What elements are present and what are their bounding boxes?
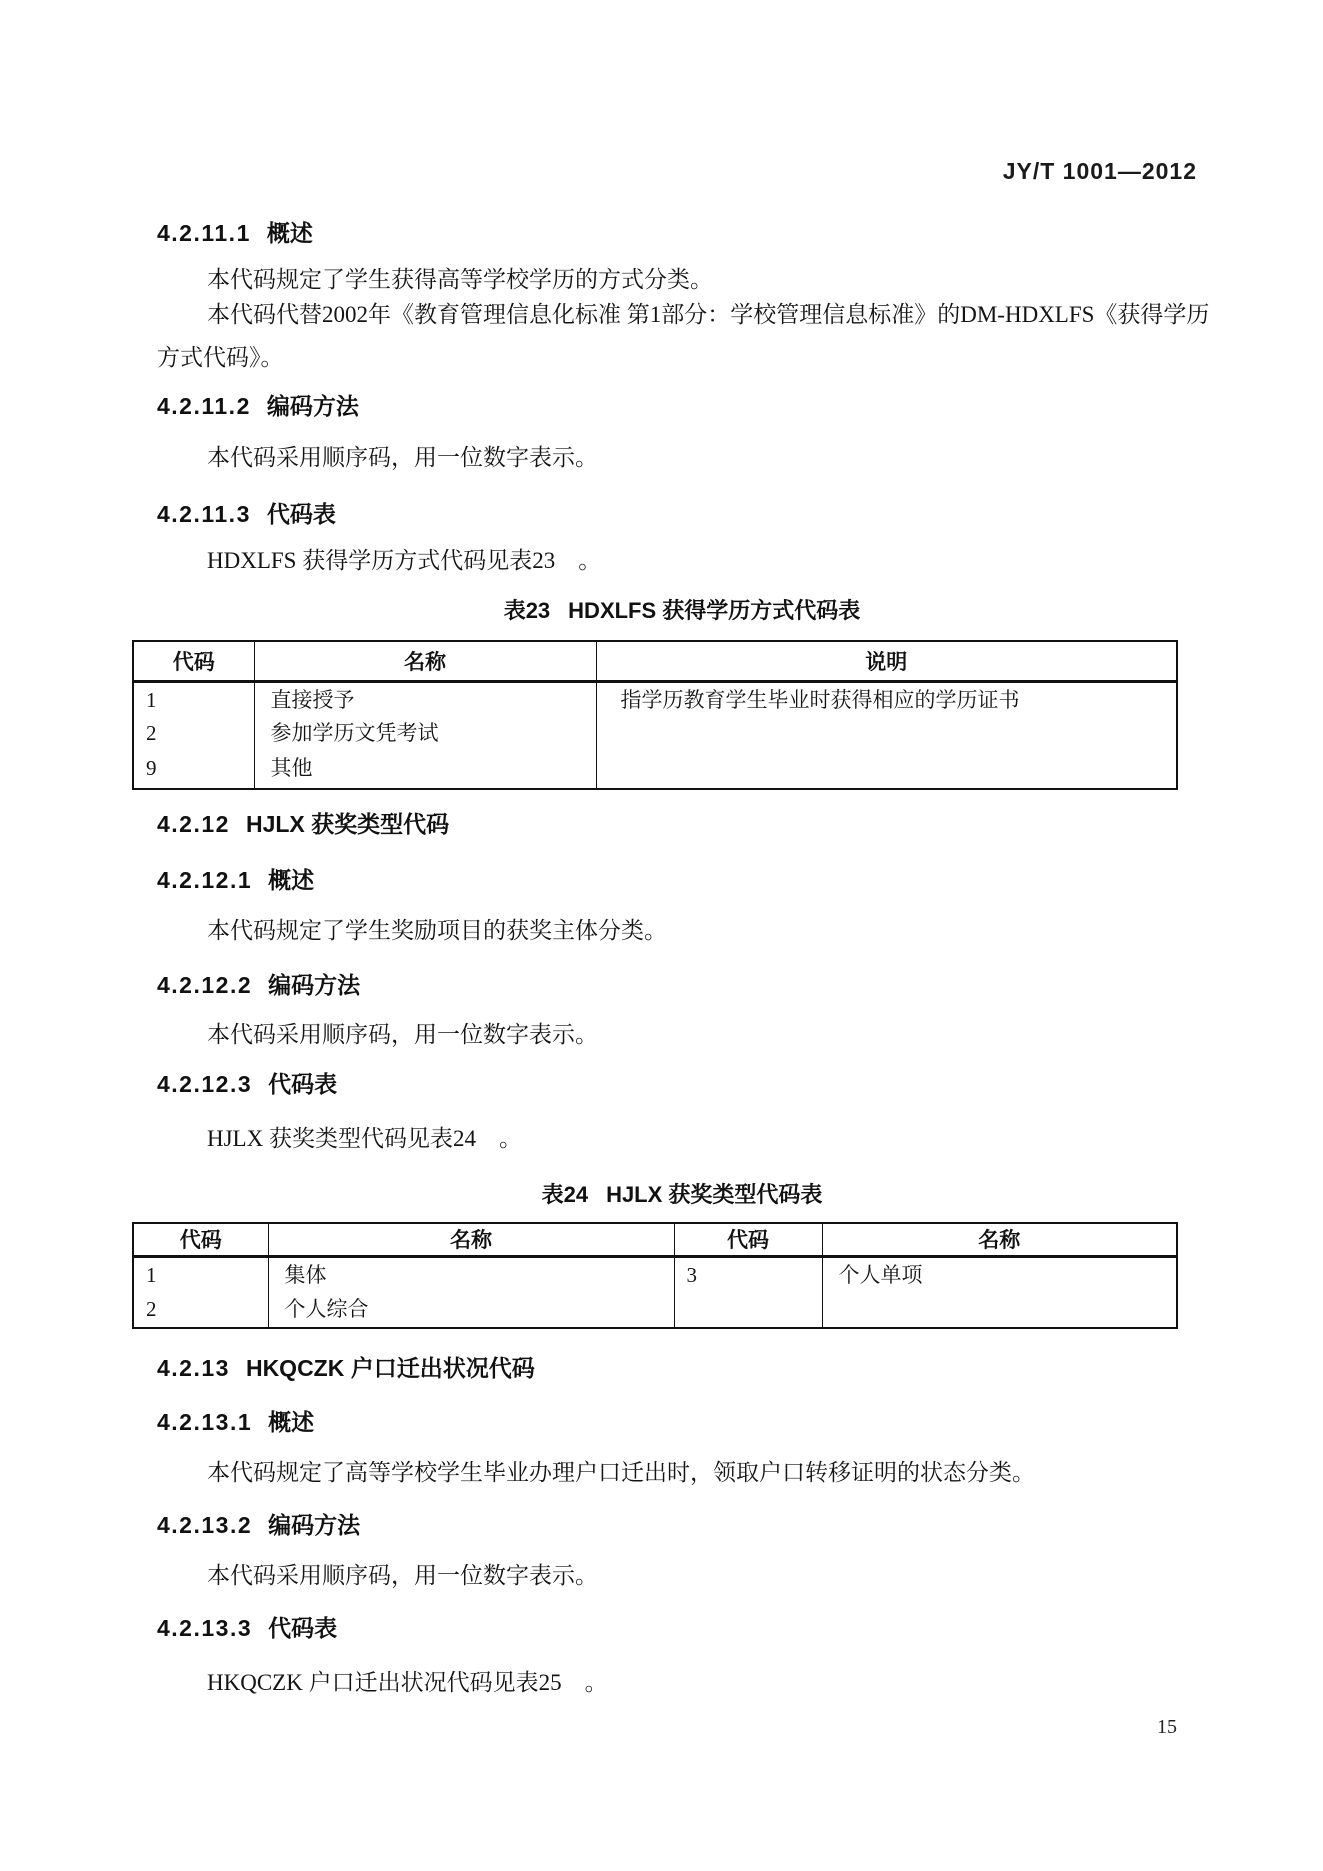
section-number: 4.2.13 [157, 1355, 230, 1381]
paragraph: HKQCZK 户口迁出状况代码见表25 。 [207, 1670, 608, 1695]
section-number: 4.2.11.3 [157, 501, 251, 527]
table-header-row [133, 1223, 1177, 1256]
table-23 [132, 640, 1178, 790]
section-heading-4-2-11-1 [157, 219, 313, 247]
section-heading-4-2-12 [157, 810, 449, 838]
section-title: 编码方法 [266, 393, 359, 419]
column-header: 名称 [822, 1223, 1177, 1256]
name-cell: 个人综合 [268, 1292, 674, 1328]
table-row [133, 681, 1177, 716]
section-number: 4.2.12.2 [157, 972, 253, 998]
section-title: 编码方法 [268, 972, 361, 998]
code-cell: 1 [146, 687, 157, 712]
section-title: 编码方法 [268, 1512, 361, 1538]
section-title: 概述 [266, 220, 313, 246]
section-heading-4-2-11-3 [157, 500, 336, 528]
section-heading-4-2-12-3 [157, 1070, 337, 1098]
column-header: 代码 [133, 641, 254, 681]
section-heading-4-2-12-1 [157, 866, 314, 894]
table-row [133, 1292, 1177, 1328]
section-number: 4.2.12.1 [157, 867, 253, 893]
table24-caption-label: 表24 [541, 1182, 589, 1207]
code-cell: 1 [146, 1262, 157, 1287]
description-cell [596, 716, 1177, 751]
table23-caption-label: 表23 [503, 598, 551, 623]
section-heading-4-2-12-2 [157, 971, 360, 999]
paragraph: 本代码采用顺序码，用一位数字表示。 [207, 1563, 598, 1588]
table-24 [132, 1222, 1178, 1329]
section-number: 4.2.12.3 [157, 1071, 253, 1097]
code-cell: 2 [146, 1297, 157, 1321]
section-number: 4.2.13.3 [157, 1615, 253, 1641]
code-cell: 9 [146, 756, 157, 780]
section-number: 4.2.13.2 [157, 1512, 253, 1538]
paragraph: 本代码采用顺序码，用一位数字表示。 [207, 445, 598, 470]
name-cell: 个人单项 [822, 1256, 1177, 1292]
paragraph-line: 方式代码》。 [157, 345, 284, 370]
column-header: 代码 [674, 1223, 822, 1256]
code-cell: 3 [674, 1256, 822, 1292]
table23-caption-title: HDXLFS 获得学历方式代码表 [568, 598, 861, 623]
section-title: 概述 [268, 867, 315, 893]
table23-caption [132, 598, 1176, 624]
paragraph: 本代码规定了学生奖励项目的获奖主体分类。 [207, 918, 667, 943]
section-heading-4-2-13-2 [157, 1511, 360, 1539]
name-cell: 直接授予 [254, 681, 596, 716]
section-title: 代码表 [268, 1615, 338, 1641]
code-cell: 2 [146, 721, 157, 745]
section-number: 4.2.13.1 [157, 1409, 253, 1435]
section-number: 4.2.11.1 [157, 220, 251, 246]
section-title: HJLX 获奖类型代码 [245, 811, 450, 837]
table-row [133, 716, 1177, 751]
page-number: 15 [1157, 1716, 1177, 1738]
table-row [133, 1256, 1177, 1292]
code-cell [674, 1292, 822, 1328]
section-number: 4.2.12 [157, 811, 230, 837]
table24-caption [132, 1182, 1176, 1208]
standard-number: JY/T 1001—2012 [1002, 158, 1197, 184]
paragraph: 本代码采用顺序码，用一位数字表示。 [207, 1022, 598, 1047]
paragraph [157, 300, 1210, 386]
description-cell: 指学历教育学生毕业时获得相应的学历证书 [596, 681, 1177, 716]
column-header: 说明 [596, 641, 1177, 681]
paragraph: HDXLFS 获得学历方式代码见表23 。 [207, 548, 602, 573]
description-cell [596, 751, 1177, 789]
section-heading-4-2-11-2 [157, 392, 359, 420]
name-cell [822, 1292, 1177, 1328]
table24-caption-title: HJLX 获奖类型代码表 [606, 1182, 823, 1207]
column-header: 名称 [268, 1223, 674, 1256]
column-header: 名称 [254, 641, 596, 681]
section-title: 概述 [268, 1409, 315, 1435]
section-heading-4-2-13-3 [157, 1614, 337, 1642]
paragraph: 本代码规定了学生获得高等学校学历的方式分类。 [207, 267, 713, 292]
name-cell: 其他 [254, 751, 596, 789]
section-title: 代码表 [268, 1071, 338, 1097]
column-header: 代码 [133, 1223, 268, 1256]
section-title: HKQCZK 户口迁出状况代码 [245, 1355, 535, 1381]
paragraph: HJLX 获奖类型代码见表24 。 [207, 1126, 522, 1151]
section-title: 代码表 [266, 501, 336, 527]
table-row [133, 751, 1177, 789]
section-heading-4-2-13-1 [157, 1408, 314, 1436]
section-heading-4-2-13 [157, 1354, 535, 1382]
table-header-row [133, 641, 1177, 681]
name-cell: 集体 [268, 1256, 674, 1292]
paragraph: 本代码规定了高等学校学生毕业办理户口迁出时，领取户口转移证明的状态分类。 [207, 1460, 1035, 1485]
paragraph-line: 本代码代替2002年《教育管理信息化标准 第1部分：学校管理信息标准》的DM-HDXLFS《获得学历 [207, 302, 1210, 327]
section-number: 4.2.11.2 [157, 393, 251, 419]
name-cell: 参加学历文凭考试 [254, 716, 596, 751]
